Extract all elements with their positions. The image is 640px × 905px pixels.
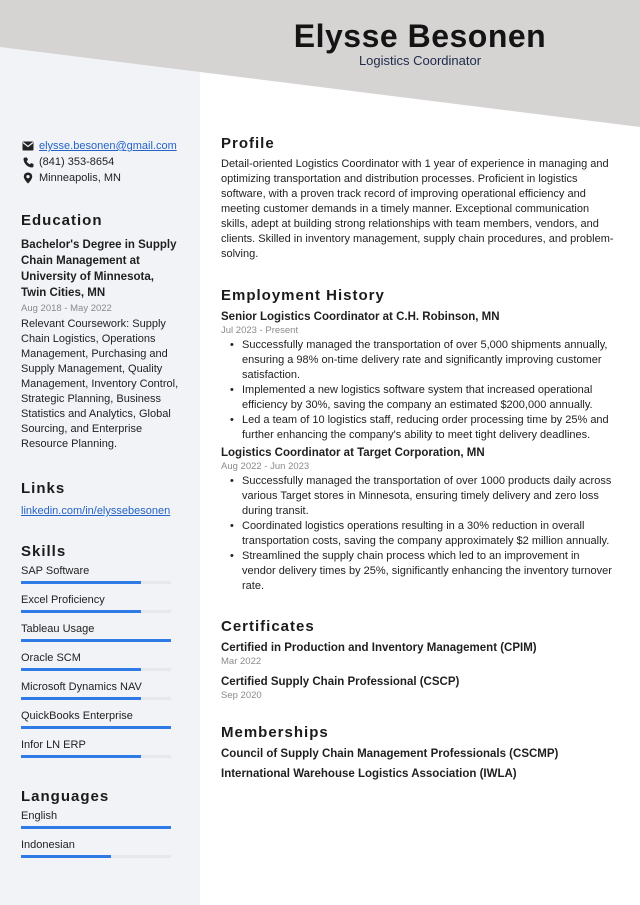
job-bullet: • Implemented a new logistics software system that increased operational efficiency by 30%, saving the company an estimated $200,000 annually. bbox=[221, 383, 616, 413]
location-text: Minneapolis, MN bbox=[39, 172, 121, 184]
certificate-title: Certified in Production and Inventory Management (CPIM) bbox=[221, 642, 537, 654]
skill-label: QuickBooks Enterprise bbox=[21, 710, 133, 722]
skill-bar-fill bbox=[21, 639, 171, 642]
certificate-title: Certified Supply Chain Professional (CSCP) bbox=[221, 676, 460, 688]
job-bullets bbox=[221, 338, 616, 443]
linkedin-link[interactable]: linkedin.com/in/elyssebesonen bbox=[21, 505, 171, 517]
certificates-list bbox=[221, 642, 616, 701]
email-link[interactable]: elysse.besonen@gmail.com bbox=[39, 140, 177, 152]
skill-bar-fill bbox=[21, 610, 141, 613]
skill-bar-track bbox=[21, 755, 171, 758]
job-bullet: • Led a team of 10 logistics staff, reducing order processing time by 25% and further enhancing the company's ability to meet tight delivery deadlines. bbox=[221, 413, 616, 443]
main-content bbox=[221, 135, 616, 780]
job-role: Logistics Coordinator bbox=[358, 53, 482, 68]
language-label: English bbox=[21, 810, 58, 822]
job-dates: Aug 2022 - Jun 2023 bbox=[221, 461, 310, 472]
membership-title: International Warehouse Logistics Association (IWLA) bbox=[221, 768, 517, 780]
language-item bbox=[21, 839, 181, 868]
education-heading: Education bbox=[21, 212, 103, 229]
skill-bar-fill bbox=[21, 755, 141, 758]
job-bullets bbox=[221, 474, 616, 594]
skill-bar-fill bbox=[21, 668, 141, 671]
skill-bar-fill bbox=[21, 697, 141, 700]
skill-bar-track bbox=[21, 639, 171, 642]
contact-phone bbox=[21, 154, 181, 170]
job-title: Logistics Coordinator at Target Corporation, MN bbox=[221, 447, 485, 459]
skill-label: Microsoft Dynamics NAV bbox=[21, 681, 142, 693]
education-dates: Aug 2018 - May 2022 bbox=[21, 303, 112, 314]
skill-bar-fill bbox=[21, 726, 171, 729]
skill-item bbox=[21, 594, 181, 623]
skill-item bbox=[21, 681, 181, 710]
job-dates: Jul 2023 - Present bbox=[221, 325, 299, 336]
languages-heading: Languages bbox=[21, 788, 110, 805]
skill-item bbox=[21, 623, 181, 652]
skill-label: Tableau Usage bbox=[21, 623, 95, 635]
profile-heading: Profile bbox=[221, 135, 275, 152]
certificate-date: Mar 2022 bbox=[221, 656, 262, 667]
skill-bar-track bbox=[21, 697, 171, 700]
membership-title: Council of Supply Chain Management Professionals (CSCMP) bbox=[221, 748, 559, 760]
contact-location bbox=[21, 170, 181, 186]
language-item bbox=[21, 810, 181, 839]
skill-bar-track bbox=[21, 581, 171, 584]
language-bar-track bbox=[21, 826, 171, 829]
language-label: Indonesian bbox=[21, 839, 75, 851]
skill-bar-track bbox=[21, 668, 171, 671]
education-degree: Bachelor's Degree in Supply Chain Management at University of Minnesota, Twin Cities, MN bbox=[21, 239, 177, 299]
employment-heading: Employment History bbox=[221, 287, 385, 304]
memberships-list bbox=[221, 748, 616, 780]
skill-bar-fill bbox=[21, 581, 141, 584]
skill-label: Infor LN ERP bbox=[21, 739, 86, 751]
skill-bar-track bbox=[21, 726, 171, 729]
skill-label: Oracle SCM bbox=[21, 652, 81, 664]
skill-item bbox=[21, 710, 181, 739]
skill-label: SAP Software bbox=[21, 565, 90, 577]
skill-item bbox=[21, 652, 181, 681]
skills-list bbox=[21, 565, 181, 768]
links-heading: Links bbox=[21, 480, 66, 497]
candidate-name: Elysse Besonen bbox=[293, 18, 547, 54]
skill-bar-track bbox=[21, 610, 171, 613]
skill-item bbox=[21, 565, 181, 594]
sidebar-content bbox=[21, 138, 181, 868]
job-bullet: • Coordinated logistics operations resulting in a 30% reduction in overall transportation costs, saving the company approximately $2 million annually. bbox=[221, 519, 616, 549]
job-title: Senior Logistics Coordinator at C.H. Robinson, MN bbox=[221, 311, 500, 323]
envelope-icon bbox=[21, 139, 35, 153]
memberships-heading: Memberships bbox=[221, 724, 329, 741]
map-pin-icon bbox=[21, 171, 35, 185]
contact-email bbox=[21, 138, 181, 154]
profile-text: Detail-oriented Logistics Coordinator with 1 year of experience in managing and optimizing transportation and distribution processes. Proficient in logistics software, with a proven track record of improving operational efficiency and meeting customer demands in a timely manner. Exceptional communication skills, adept at building strong relationships with team members, vendors, and clients. Skilled in inventory management, supply chain procedures, and problem-solving. bbox=[221, 158, 614, 260]
skill-item bbox=[21, 739, 181, 768]
skills-heading: Skills bbox=[21, 543, 67, 560]
job-bullet: • Successfully managed the transportation of over 1000 products daily across various Target stores in Minnesota, ensuring timely delivery and zero loss during transit. bbox=[221, 474, 616, 519]
job-bullet: • Streamlined the supply chain process which led to an improvement in vendor delivery times by 25%, significantly enhancing the inventory turnover rate. bbox=[221, 549, 616, 594]
language-bar-fill bbox=[21, 855, 111, 858]
skill-label: Excel Proficiency bbox=[21, 594, 105, 606]
language-bar-fill bbox=[21, 826, 171, 829]
phone-number: (841) 353-8654 bbox=[39, 156, 115, 168]
language-bar-track bbox=[21, 855, 171, 858]
phone-icon bbox=[21, 155, 35, 169]
languages-list bbox=[21, 810, 181, 868]
jobs-list bbox=[221, 311, 616, 594]
certificates-heading: Certificates bbox=[221, 618, 315, 635]
job-bullet: • Successfully managed the transportation of over 5,000 shipments annually, ensuring a 98% on-time delivery rate and significantly improving customer satisfaction. bbox=[221, 338, 616, 383]
certificate-date: Sep 2020 bbox=[221, 690, 262, 701]
education-description: Relevant Coursework: Supply Chain Logistics, Operations Management, Purchasing and Supply Management, Quality Management, Inventory Control, Strategic Planning, Business Statistics and Analytics, Global Sourcing, and Enterprise Resource Planning. bbox=[21, 318, 179, 450]
